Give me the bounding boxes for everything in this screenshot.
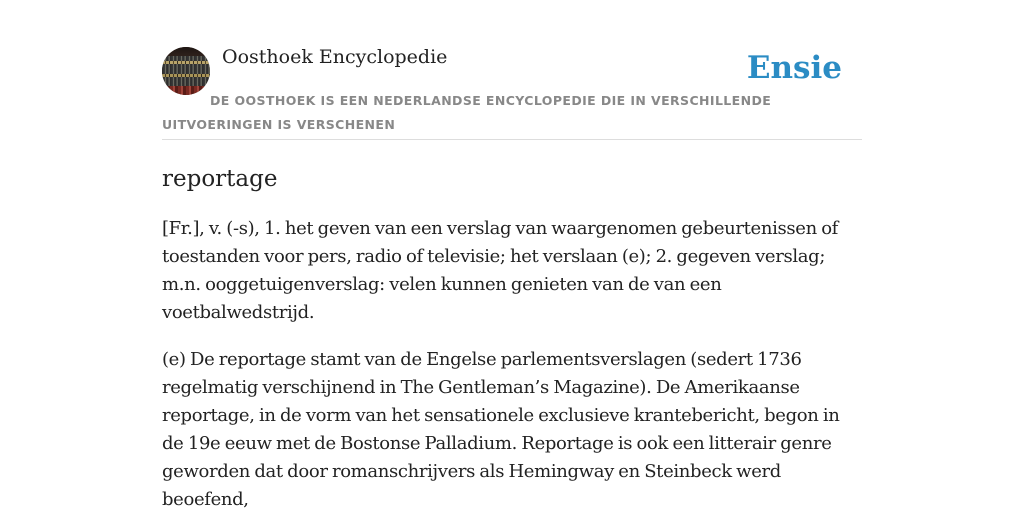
entry-paragraph: [Fr.], v. (-s), 1. het geven van een verslag van waargenomen gebeurtenissen of toestanden voor pers, radio of televisie; het verslaan (e); 2. gegeven verslag; m.n. ooggetuigenverslag: velen kunnen genieten van de van een voetbalwedstrijd.: [162, 218, 838, 323]
entry-paragraph: (e) De reportage stamt van de Engelse parlementsverslagen (sedert 1736 regelmatig verschijnend in The Gentleman’s Magazine). De Amerikaanse reportage, in de vorm van het sensationele exclusieve krantebericht, begon in de 19e eeuw met de Bostonse Palladium. Reportage is ook een litterair genre geworden dat door romanschrijvers als Hemingway en Steinbeck werd beoefend,: [162, 349, 840, 510]
site-header: [162, 0, 862, 140]
entry-title: reportage: [162, 166, 278, 192]
brand-logo[interactable]: Ensie: [746, 50, 842, 86]
page-container: [162, 0, 862, 514]
bookshelf-logo-icon[interactable]: [162, 47, 210, 95]
site-title[interactable]: Oosthoek Encyclopedie: [222, 46, 448, 68]
site-tagline: DE OOSTHOEK IS EEN NEDERLANDSE ENCYCLOPEDIE DIE IN VERSCHILLENDE UITVOERINGEN IS VERSCHENEN: [162, 93, 772, 132]
entry-content: [162, 164, 862, 514]
